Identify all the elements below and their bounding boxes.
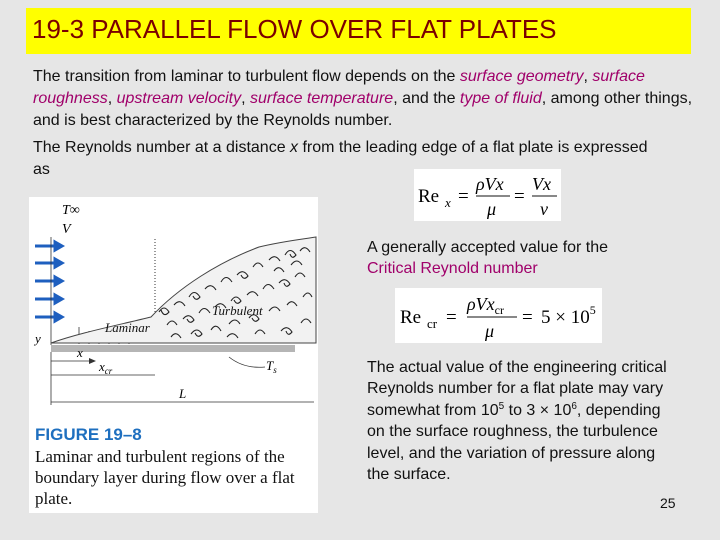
- label-tinf: T∞: [62, 203, 80, 218]
- term-upstream-velocity: upstream velocity: [116, 90, 242, 107]
- eng-note-text-1: The actual value of the engineering critical Reynolds number for a flat plate may vary somewhat from 10: [367, 359, 667, 419]
- intro-text-2: , and the: [393, 90, 460, 107]
- eq1-re: Re: [418, 186, 440, 207]
- eq1-equals-2: =: [514, 186, 525, 207]
- figure-caption: Laminar and turbulent regions of the boundary layer during flow over a flat plate.: [35, 447, 295, 508]
- critical-equation-svg: [395, 288, 602, 343]
- term-surface-roughness: surface roughness: [33, 68, 645, 107]
- title-bar: [26, 8, 691, 54]
- term-surface-temperature: surface temperature: [250, 90, 394, 107]
- eq2-den: μ: [485, 321, 495, 341]
- reynolds-text-2: from the leading edge of a flat plate is expressed as: [33, 139, 648, 178]
- eq2-rhs-exp: 5: [589, 303, 596, 317]
- x-arrow-head: [89, 358, 96, 364]
- eq1-equals-1: =: [458, 186, 469, 207]
- label-x: x: [77, 345, 83, 360]
- eq1-den2: ν: [540, 199, 548, 219]
- intro-paragraph: [33, 66, 693, 132]
- label-ts: [266, 358, 277, 375]
- label-xcr-main: x: [99, 359, 105, 374]
- eq2-num-sub: cr: [494, 303, 504, 317]
- label-ts-sub: s: [273, 365, 277, 375]
- boundary-layer-envelope: [51, 237, 316, 343]
- intro-text-1: The transition from laminar to turbulent flow depends on the: [33, 68, 460, 85]
- term-critical-reynolds: Critical Reynold number: [367, 260, 538, 277]
- eq2-sub: cr: [427, 316, 438, 331]
- eq2-equals: =: [446, 307, 457, 328]
- intro-sep-1: ,: [583, 68, 593, 85]
- eq1-sub: x: [445, 195, 451, 210]
- label-ts-main: T: [266, 358, 274, 373]
- flat-plate: [51, 345, 295, 352]
- boundary-layer-diagram: [29, 197, 318, 422]
- ts-leader: [229, 357, 265, 367]
- eq2-rhs-main: 5 × 10: [541, 307, 590, 328]
- label-xcr-sub: cr: [104, 366, 113, 376]
- label-turbulent: Turbulent: [212, 303, 263, 318]
- intro-sep-2: ,: [107, 90, 117, 107]
- eq2-num-main: ρVx: [467, 294, 495, 314]
- eng-note-text-2: to 3 × 10: [504, 401, 572, 419]
- eng-note-exp-2: 6: [571, 400, 577, 412]
- reynolds-equation: [414, 169, 561, 221]
- label-xcr: [98, 359, 113, 376]
- reynolds-text-1: The Reynolds number at a distance: [33, 139, 291, 156]
- eq2-equals-2: =: [522, 307, 533, 328]
- critical-note-text: A generally accepted value for the: [367, 239, 609, 256]
- term-type-of-fluid: type of fluid: [459, 90, 542, 107]
- critical-reynolds-note: [367, 237, 627, 279]
- engineering-critical-note: [367, 357, 667, 485]
- label-l: L: [179, 386, 187, 401]
- eng-note-exp-1: 5: [498, 400, 505, 412]
- label-laminar: Laminar: [105, 320, 150, 335]
- term-surface-geometry: surface geometry: [459, 68, 584, 85]
- page-title: 19-3 PARALLEL FLOW OVER FLAT PLATES: [32, 14, 557, 44]
- page-number: 25: [660, 495, 676, 511]
- label-y: y: [35, 331, 41, 346]
- label-v: V: [62, 222, 71, 237]
- eq2-rhs: [541, 303, 596, 328]
- eq2-re: Re: [400, 307, 422, 328]
- free-stream-arrows: [35, 242, 62, 321]
- intro-sep-3: ,: [241, 90, 250, 107]
- eng-note-text-3: , depending on the surface roughness, the turbulence level, and the variation of pressure along the surface.: [367, 401, 661, 484]
- reynolds-equation-svg: [414, 169, 561, 221]
- eq1-den1: μ: [487, 199, 497, 219]
- eq1-num2: Vx: [532, 174, 551, 194]
- figure-panel: [29, 197, 318, 513]
- critical-reynolds-equation: [395, 288, 602, 343]
- eq1-num1: ρVx: [476, 174, 504, 194]
- intro-text-3: , among other things, and is best characterized by the Reynolds number.: [33, 90, 693, 129]
- eq2-num: [466, 294, 504, 317]
- figure-title: FIGURE 19–8: [35, 425, 142, 444]
- reynolds-x: x: [290, 139, 299, 156]
